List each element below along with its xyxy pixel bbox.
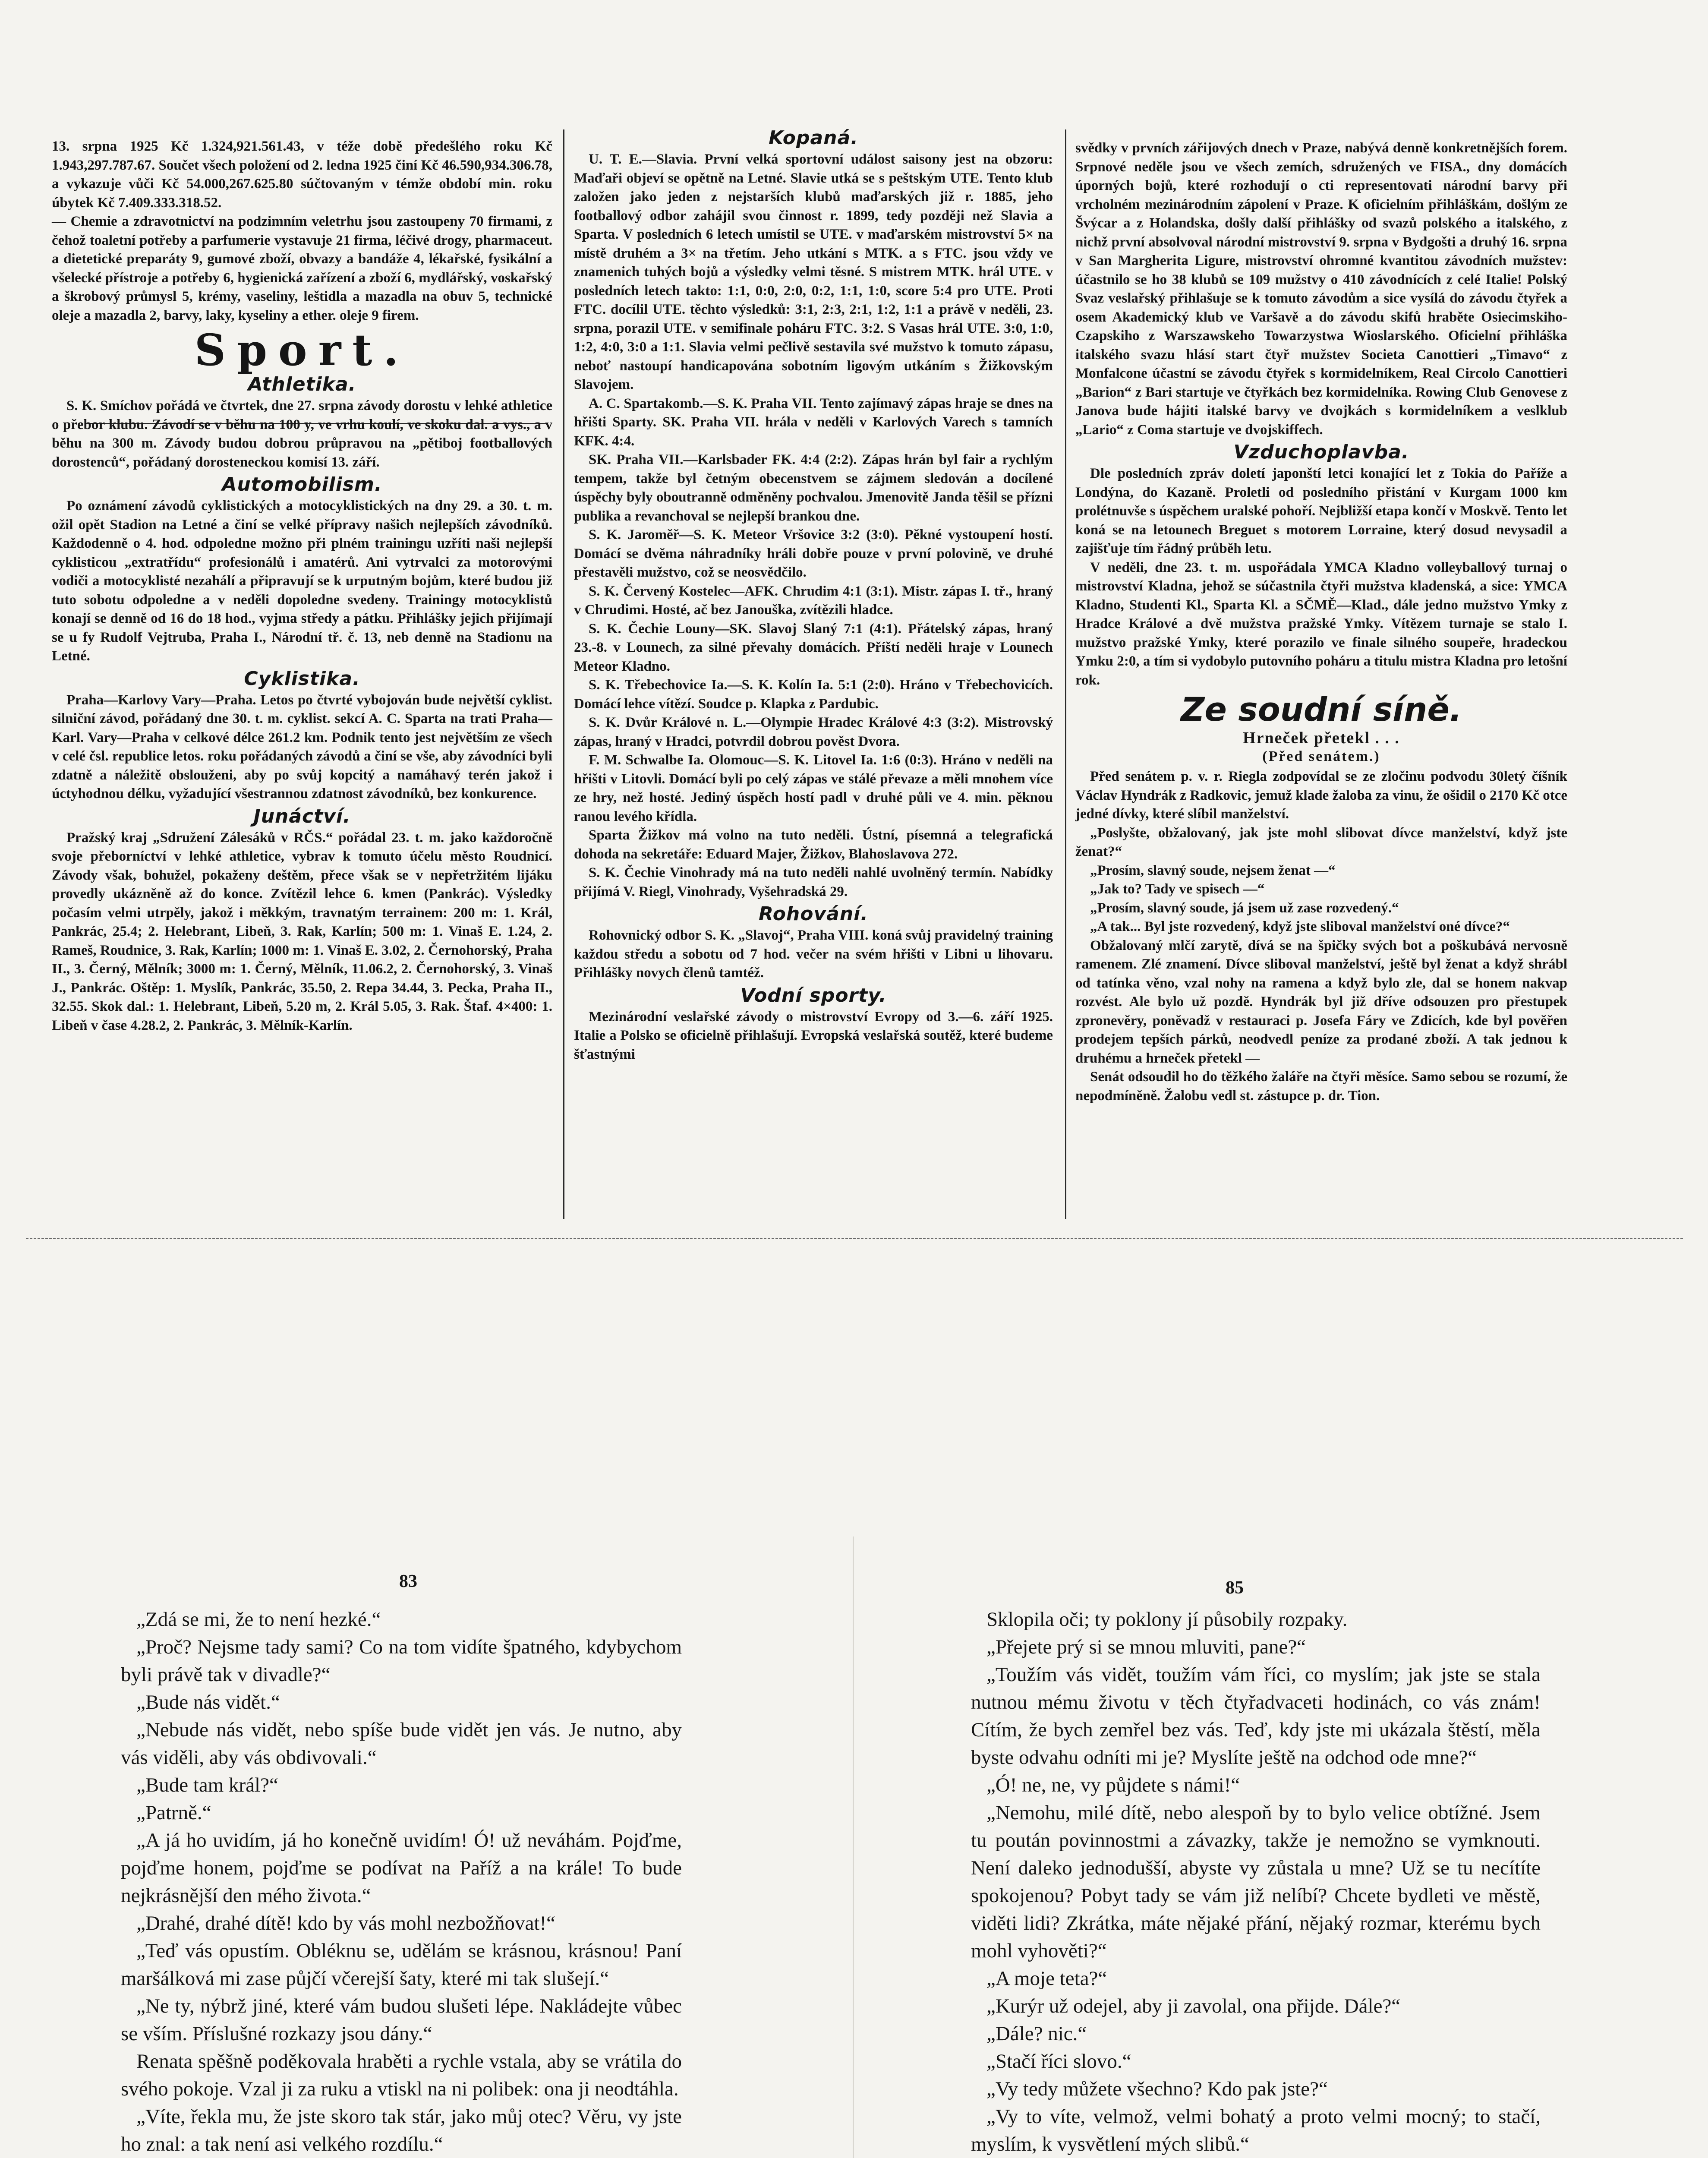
paragraph: „Ó! ne, ne, vy půjdete s námi!“ (986, 1774, 1240, 1796)
paragraph: Před senátem p. v. r. Riegla zodpovídal se ze zločinu podvodu 30letý číšník Václav Hyndrák z Radkovic, jemuž klade žaloba za vinu, že ošidil o 2170 Kč otce jedné dívky, které slíbil manželství. (1075, 769, 1567, 822)
paragraph: „Patrně.“ (136, 1801, 211, 1824)
book-page-left (121, 1606, 682, 2158)
section-heading: Kopaná. (769, 127, 858, 149)
section-heading: Cyklistika. (244, 667, 360, 690)
paragraph: S. K. Čechie Louny—SK. Slavoj Slaný 7:1 (4:1). Přátelský zápas, hraný 23.-8. v Lounech, za silné převahy domácích. Příští neděli hraje v Lounech Meteor Kladno. (574, 621, 1053, 674)
paragraph: „Zdá se mi, že to není hezké.“ (136, 1608, 381, 1631)
paragraph: S. K. Smíchov pořádá ve čtvrtek, dne 27. srpna závody dorostu v lehké athletice o přebor klubu. Závodí se v běhu na 100 y, ve vrhu koulí, ve skoku dal. a vys., a v běhu na 300 m. Závody budou dobrou průpravou na „pětiboj footballových dorostenců“, pořádaný dorosteneckou komisí 13. září. (52, 398, 552, 470)
book-page-right (971, 1606, 1541, 2158)
newspaper-column-2 (574, 125, 1053, 1064)
paragraph: „Nebude nás vidět, nebo spíše bude vidět jen vás. Je nutno, aby vás viděli, aby vás obdivovali.“ (121, 1719, 682, 1769)
paragraph: „Prosím, slavný soude, já jsem už zase rozvedený.“ (1090, 900, 1399, 916)
paragraph: „Ne ty, nýbrž jiné, které vám budou slušeti lépe. Nakládejte vůbec se vším. Příslušné rozkazy jsou dány.“ (121, 1995, 682, 2045)
paragraph: — Chemie a zdravotnictví na podzimním veletrhu jsou zastoupeny 70 firmami, z čehož toaletní potřeby a parfumerie vystavuje 21 firma, léčivé drogy, pharmaceut. a dietetické preparáty 9, gumové zboží, obvazy a bandáže 4, lékařské, fysikální a všelecké přístroje a potřeby 6, hygienická zařízení a zboží 6, mydlářský, voskařský a škrobový průmysl 5, krémy, vaseliny, leštidla a mazadla na obuv 5, technické oleje a mazadla 2, barvy, laky, kyseliny a ether. oleje 9 firem. (52, 214, 552, 323)
paragraph: Senát odsoudil ho do těžkého žaláře na čtyři měsíce. Samo sebou se rozumí, že nepodmíněně. Žalobu vedl st. zástupce p. dr. Tion. (1075, 1069, 1567, 1104)
paragraph: U. T. E.—Slavia. První velká sportovní událost saisony jest na obzoru: Maďaři objeví se opětně na Letné. Slavie utká se s peštským UTE. Tento klub založen jako jeden z nejstarších klubů maďarských již r. 1885, jeho footballový odbor zahájil svou činnost r. 1899, tedy později než Slavia a Sparta. V posledních 6 letech umístil se UTE. v maďarském mistrovství 5× na místě druhém a 3× na třetím. Jeho utkání s MTK. a s FTC. jsou vždy ve znamenich tuhých bojů a výsledky velmi těsné. S mistrem MTK. hrál UTE. v posledních letech takto: 1:1, 0:0, 2:0, 0:2, 1:1, 1:0, score 5:4 pro UTE. Proti FTC. docílil UTE. těchto výsledků: 3:1, 2:3, 2:1, 1:2, 1:1 a právě v neděli, 23. srpna, porazil UTE. v semifinale poháru FTC. 3:2. S Vasas hrál UTE. 3:0, 1:0, 1:2, 4:0, 3:0 a 1:1. Slavia velmi pečlivě sestavila své mužstvo k tomuto zápasu, neboť nastoupí handicapována sobotním ligovým utkáním s Žižkovským Slavojem. (574, 151, 1053, 392)
paragraph: „Proč? Nejsme tady sami? Co na tom vidíte špatného, kdybychom byli právě tak v divadle?“ (121, 1636, 682, 1686)
paragraph: „Vy to víte, velmož, velmi bohatý a proto velmi mocný; to stačí, myslím, k vysvětlení mých slibů.“ (971, 2105, 1541, 2155)
court-section-title: Ze soudní síně. (1181, 690, 1462, 729)
paragraph: S. K. Čechie Vinohrady má na tuto neděli nahlé uvolněný termín. Nabídky přijímá V. Riegl, Vinohrady, Vyšehradská 29. (574, 865, 1053, 899)
paragraph: Renata spěšně poděkovala hraběti a rychle vstala, aby se vrátila do svého pokoje. Vzal ji za ruku a vtiskl na ni polibek: ona ji neodtáhla. (121, 2050, 682, 2100)
paragraph: A. C. Spartakomb.—S. K. Praha VII. Tento zajímavý zápas hraje se dnes na hřišti Sparty. SK. Praha VII. hrála v neděli v Karlových Varech s tamních KFK. 4:4. (574, 395, 1053, 449)
paragraph: „Teď vás opustím. Obléknu se, udělám se krásnou, krásnou! Paní maršálková mi zase půjčí včerejší šaty, které mi tak slušejí.“ (121, 1940, 682, 1990)
paragraph: „Dále? nic.“ (986, 2022, 1087, 2045)
paragraph: „Kurýr už odejel, aby ji zavolal, ona přijde. Dále?“ (986, 1995, 1401, 2017)
paragraph: F. M. Schwalbe Ia. Olomouc—S. K. Litovel Ia. 1:6 (0:3). Hráno v neděli na hřišti v Litovli. Domácí byli po celý zápas ve stálé převaze a měli mnohem více ze hry, než hosté. Jediný úspěch hostí padl v druhé půli ve 4. min. pěknou ranou levého křídla. (574, 752, 1053, 824)
paragraph: „Poslyšte, obžalovaný, jak jste mohl slibovat dívce manželství, když jste ženat?“ (1075, 825, 1567, 859)
paragraph: S. K. Červený Kostelec—AFK. Chrudim 4:1 (3:1). Mistr. zápas I. tř., hraný v Chrudimi. Hosté, ač bez Janouška, zvítězili hladce. (574, 583, 1053, 618)
section-heading: Athletika. (248, 373, 356, 395)
paragraph: „Nemohu, milé dítě, nebo alespoň by to bylo velice obtížné. Jsem tu poután povinnostmi a závazky, takže je nemožno se vymknouti. Není daleko jednodušší, abyste vy zůstala u mne? Už se tu necítíte spokojenou? Pobyt tady se vám již nelíbí? Chcete bydleti ve městě, viděti lidi? Zkrátka, máte nějaké přání, nějaký rozmar, kterému bych mohl vyhověti?“ (971, 1801, 1541, 1962)
section-heading: Rohování. (759, 903, 868, 925)
paragraph: „Vy tedy můžete všechno? Kdo pak jste?“ (986, 2078, 1328, 2100)
paragraph: S. K. Třebechovice Ia.—S. K. Kolín Ia. 5:1 (2:0). Hráno v Třebechovicích. Domácí lehce vítězí. Soudce p. Klapka z Pardubic. (574, 677, 1053, 712)
paragraph: svědky v prvních zářijových dnech v Praze, nabývá denně konkretnějších forem. Srpnové neděle jsou ve všech zemích, sdružených ve FISA., dny domácích úporných bojů, které rozhodují o cti representovati národní barvy při vrcholném mezinárodním zápolení v Praze. K oficielním přihláškám, došlým ze Švýcar a z Holandska, došly další přihlášky od svazů polského a italského, z nichž první absolvoval národní mistrovství 9. srpna v Bydgošti a druhý 16. srpna v San Margherita Ligure, mistrovství ohromné kvantitou závodních mužstev: účastnilo se ho 38 klubů se 109 mužstvy o 410 závodnících z celé Italie! Polský Svaz veslařský přihlašuje se k tomuto závodům a sice vysílá do závodu čtyřek a osem Akademický klub ve Varšavě a do závodu skifů hraběte Osiecimskiho-Czapskiho z Warszawskeho Towarzystwa Wioslarského. Oficielní přihláška italského svazu hlásí start čtyř mužstev Societa Canottieri „Timavo“ z Monfalcone účastní se závodu čtyřek s kormidelníkem, Real Circolo Canottieri „Barion“ z Bari startuje ve čtyřkách bez kormidelníka. Rowing Club Genovese z Janova bude hájiti italské barvy ve dvojkách s kormidelníkem a veslklub „Lario“ z Coma startuje ve dvojskiffech. (1075, 140, 1567, 438)
paragraph: Dle posledních zpráv doletí japonští letci konající let z Tokia do Paříže a Londýna, do Kazaně. Proletli od posledního přistání v Kurgam 1000 km prolétnuvše s úspěchem uralské pohoří. Nejbližší etapa končí v Moskvě. Tento let koná se na letounech Breguet s motorem Lorraine, který dosud nevysadil a zajišťuje tím řádný průběh letu. (1075, 466, 1567, 556)
paragraph: „A moje teta?“ (986, 1967, 1107, 1990)
paragraph: S. K. Jaroměř—S. K. Meteor Vršovice 3:2 (3:0). Pěkné vystoupení hostí. Domácí se dvěma náhradníky hráli dobře pouze v první polovině, ve druhé přestavěli mužstvo, což se neosvědčilo. (574, 527, 1053, 580)
paragraph: „Stačí říci slovo.“ (986, 2050, 1131, 2073)
column-rule-1 (563, 129, 564, 1219)
column-rule-2 (1065, 129, 1066, 1219)
newspaper-column-3 (1075, 139, 1567, 1105)
paragraph: „Přejete prý si se mnou mluviti, pane?“ (986, 1636, 1306, 1658)
paragraph: Praha—Karlovy Vary—Praha. Letos po čtvrté vybojován bude největší cyklist. silniční závod, pořádaný dne 30. t. m. cyklist. sekcí A. C. Sparta na trati Praha—Karl. Vary—Praha v celkové délce 261.2 km. Podnik tento jest největším ze všech v celé čsl. republice letos. roku pořádaných závodů a činí se vše, aby závodníci byli zdatně a náležitě obslouženi, aby po svůj kopcitý a namáhavý terén jakož i úctyhodnou délku, vyžadující všestrannou zdatnost závodníků, bez konkurence. (52, 692, 552, 801)
paragraph: SK. Praha VII.—Karlsbader FK. 4:4 (2:2). Zápas hrán byl fair a rychlým tempem, takže byl četným obecenstvem se zájmem sledován a docílené úspěchy byly oboutranně odměněny pochvalou. Jmenovitě Janda těšil se přízni publika a revanchoval se nejlepší brankou dne. (574, 452, 1053, 524)
sport-masthead: Sport. (194, 325, 410, 375)
clipping-edge (26, 1238, 1683, 1239)
page-number-right: 85 (1226, 1578, 1244, 1598)
section-heading: Junáctví. (253, 805, 351, 827)
paragraph: Pražský kraj „Sdružení Zálesáků v RČS.“ pořádal 23. t. m. jako každoročně svoje přeborníctví v lehké athletice, vybrav k tomuto účelu město Roudnicí. Závody však, bohužel, pokaženy deštěm, přece však se v nepřetržitém lijáku provedly ukázněně až do konce. Zvítězil lehce 6. kmen (Pankrác). Výsledky počasím velmi utrpěly, jakož i měkkým, travnatým terrainem: 200 m: 1. Král, Pankrác, 25.4; 2. Helebrant, Libeň, 3. Rak, Karlín; 500 m: 1. Vinaš E. 1.24, 2. Rameš, Roudnice, 3. Rak, Karlín; 1000 m: 1. Vinaš E. 3.02, 2. Černohorský, Praha II., 3. Černý, Mělník; 3000 m: 1. Černý, Mělník, 11.06.2, 2. Černohorský, 3. Vinaš J., Pankrác. Oštěp: 1. Myslík, Pankrác, 35.50, 2. Repa 34.44, 3. Pecka, Praha II., 32.55. Skok dal.: 1. Helebrant, Libeň, 5.20 m, 2. Král 5.05, 3. Rak. Štaf. 4×400: 1. Libeň v čase 4.28.2, 2. Pankrác, 3. Mělník-Karlín. (52, 830, 552, 1033)
paragraph: „A tak... Byl jste rozvedený, když jste sliboval manželství oné dívce?“ (1090, 919, 1510, 934)
section-heading: Vodní sporty. (740, 984, 887, 1006)
article-headline: Hrneček přetekl . . . (1243, 729, 1400, 747)
newspaper-column-1 (52, 137, 552, 1035)
paragraph: „Bude nás vidět.“ (136, 1691, 280, 1713)
paragraph: Po oznámení závodů cyklistických a motocyklistických na dny 29. a 30. t. m. ožil opět Stadion na Letné a činí se velké přípravy našich nejlepších závodníků. Každodenně o 4. hod. odpoledne možno při plném trainingu uzříti naši nejlepší cyklisticou „extratřídu“ profesionálů i amatérů. Ani vytrvalci za motorovými vodiči a motocyklisté nezahálí a připravují se k urputným bojům, které budou již tuto sobotu odpoledne a v neděli dopoledne svedeny. Trainingy motocyklistů konají se denně od 16 do 18 hod., vyjma středy a pátku. Přihlášky jejich přijímají se u fy Rudolf Vejtruba, Praha I., Národní tř. č. 13, neb denně na Stadionu na Letné. (52, 498, 552, 664)
section-heading: Automobilism. (222, 473, 382, 495)
paragraph: Obžalovaný mlčí zarytě, dívá se na špičky svých bot a poškubává nervosně ramenem. Zlé znamení. Dívce sliboval manželství, ještě byl ženat a když shrábl od tatínka věno, vzal nohy na ramena a když bylo zle, dal se honem nakvap rozvést. Ale bylo už pozdě. Hyndrák byl již dříve odsouzen pro přestupek zpronevěry, poněvadž v restauraci p. Josefa Fáry ve Zdicích, kde byl pověřen prodejem tepších párků, neodvedl peníze za prodané zboží. A tak jednou k druhému a hrneček přetekl — (1075, 937, 1567, 1066)
paragraph: „Bude tam král?“ (136, 1774, 278, 1796)
paragraph: „Prosím, slavný soude, nejsem ženat —“ (1090, 862, 1336, 878)
article-subheadline: (Před senátem.) (1262, 748, 1380, 764)
section-heading: Vzduchoplavba. (1233, 441, 1409, 463)
paragraph: „Jak to? Tady ve spisech —“ (1090, 881, 1265, 897)
paragraph: Mezinárodní veslařské závody o mistrovství Evropy od 3.—6. září 1925. Italie a Polsko se oficielně přihlašují. Evropská veslařská soutěž, které budeme šťastnými (574, 1009, 1053, 1062)
paragraph: „A já ho uvidím, já ho konečně uvidím! Ó! už neváhám. Pojďme, pojďme honem, pojďme se podívat na Paříž a na krále! To bude nejkrásnější den mého života.“ (121, 1829, 682, 1907)
paragraph: „Toužím vás vidět, toužím vám říci, co myslím; jak jste se stala nutnou mému životu v těch čtyřadvaceti hodinách, co vás znám! Cítím, že bych zemřel bez vás. Teď, kdy jste mi ukázala štěstí, měla byste odvahu odníti mi je? Myslíte ještě na odchod ode mne?“ (971, 1663, 1541, 1769)
paragraph: V neděli, dne 23. t. m. uspořádala YMCA Kladno volleyballový turnaj o mistrovství Kladna, jehož se súčastnila čtyři mužstva kladenská, a sice: YMCA Kladno, Studenti Kl., Sparta Kl. a SČMĚ—Klad., dále jedno mužstvo Ymky z Hradce Králové a dvě mužstva pražské Ymky. Vítězem turnaje se stalo I. mužstvo pražské Ymky, které porazilo ve finale silného soupeře, hradeckou Ymku 2:0, a tím si vydobylo putovního poháru a titulu mistra Kladna pro letošní rok. (1075, 559, 1567, 688)
paragraph: „Víte, řekla mu, že jste skoro tak stár, jako můj otec? Věru, vy jste ho znal: a tak není asi velkého rozdílu.“ (121, 2105, 682, 2155)
paragraph: „Drahé, drahé dítě! kdo by vás mohl nezbožňovat!“ (136, 1912, 555, 1934)
page-number-left: 83 (399, 1571, 417, 1591)
paragraph: S. K. Dvůr Králové n. L.—Olympie Hradec Králové 4:3 (3:2). Mistrovský zápas, hraný v Hradci, potvrdil dobrou pověst Dvora. (574, 715, 1053, 749)
paragraph: Sparta Žižkov má volno na tuto neděli. Ústní, písemná a telegrafická dohoda na sekretáře: Eduard Majer, Žižkov, Blahoslavova 272. (574, 827, 1053, 862)
paragraph: Sklopila oči; ty poklony jí působily rozpaky. (986, 1608, 1348, 1631)
paragraph: Rohovnický odbor S. K. „Slavoj“, Praha VIII. koná svůj pravidelný training každou středu a sobotu od 7 hod. večer na svém hřišti v Libni u lihovaru. Přihlášky novych členů tamtéž. (574, 928, 1053, 981)
page-fold (853, 1536, 854, 2158)
paragraph: 13. srpna 1925 Kč 1.324,921.561.43, v téže době předešlého roku Kč 1.943,297.787.67. Součet všech položení od 2. ledna 1925 činí Kč 46.590,934.306.78, a vykazuje vůči Kč 54.000,267.625.80 súčtovaným v témže období min. roku úbytek Kč 7.409.333.318.52. (52, 139, 552, 211)
